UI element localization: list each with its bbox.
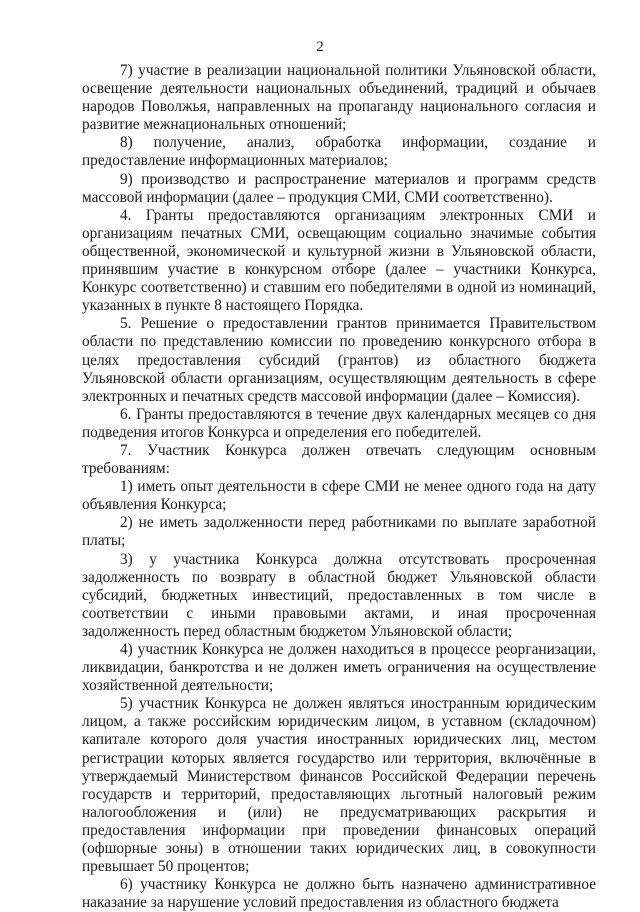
paragraph-requirement-5-foreign-entity: 5) участник Конкурса не должен являться иностранным юридическим лицом, а также российским юридическим лицом, в уставном (складочном) капитале которого доля участия иностранных юридических лиц, местом регистрации которых является государство или территория, включённые в утверждаемый Министерством финансов Российской Федерации перечень государств и территорий, предоставляющих льготный налоговый режим налогообложения и (или) не предусматривающих раскрытия и предоставления информации при проведении финансовых операций (офшорные зоны) в отношении таких юридических лиц, в совокупности превышает 50 процентов; (82, 695, 596, 876)
page-number: 2 (316, 39, 324, 55)
paragraph-requirement-3-debt: 3) у участника Конкурса должна отсутствовать просроченная задолженность по возврату в областной бюджет Ульяновской области субсидий, бюджетных инвестиций, предоставленных в том числе в соответствии с иными правовыми актами, и иная просроченная задолженность перед областным бюджетом Ульяновской области; (82, 550, 596, 640)
paragraph-section-7-requirements: 7. Участник Конкурса должен отвечать следующим основным требованиям: (82, 441, 596, 478)
paragraph-item-8-information: 8) получение, анализ, обработка информации, создание и предоставление информационных материалов; (82, 134, 596, 170)
paragraph-requirement-1-experience: 1) иметь опыт деятельности в сфере СМИ не менее одного года на дату объявления Конкурса; (82, 478, 596, 514)
paragraph-section-6-timing: 6. Гранты предоставляются в течение двух календарных месяцев со дня подведения итогов Конкурса и определения его победителей. (82, 405, 596, 441)
paragraph-requirement-4-reorganization: 4) участник Конкурса не должен находиться в процессе реорганизации, ликвидации, банкротства и не должен иметь ограничения на осуществление хозяйственной деятельности; (82, 641, 596, 695)
paragraph-item-9-media-production: 9) производство и распространение материалов и программ средств массовой информации (далее – продукция СМИ, СМИ соответственно). (82, 170, 596, 206)
paragraph-section-4-grants: 4. Гранты предоставляются организациям электронных СМИ и организациям печатных СМИ, освещающим социально значимые события общественной, экономической и культурной жизни в Ульяновской области, принявшим участие в конкурсном отборе (далее – участники Конкурса, Конкурс соответственно) и ставшим его победителями в одной из номинаций, указанных в пункте 8 настоящего Порядка. (82, 206, 596, 315)
paragraph-item-7-national-policy: 7) участие в реализации национальной политики Ульяновской области, освещение деятельности национальных объединений, традиций и обычаев народов Поволжья, направленных на пропаганду национального согласия и развитие межнациональных отношений; (82, 62, 596, 134)
paragraph-section-5-decision: 5. Решение о предоставлении грантов принимается Правительством области по представлению комиссии по проведению конкурсного отбора в целях предоставления субсидий (грантов) из областного бюджета Ульяновской области организациям, осуществляющим деятельность в сфере электронных и печатных средств массовой информации (далее – Комиссия). (82, 315, 596, 405)
document-body (82, 62, 596, 912)
paragraph-requirement-2-wages: 2) не иметь задолженности перед работниками по выплате заработной платы; (82, 514, 596, 550)
paragraph-requirement-6-penalty: 6) участнику Конкурса не должно быть назначено административное наказание за нарушение условий предоставления из областного бюджета (82, 876, 596, 912)
